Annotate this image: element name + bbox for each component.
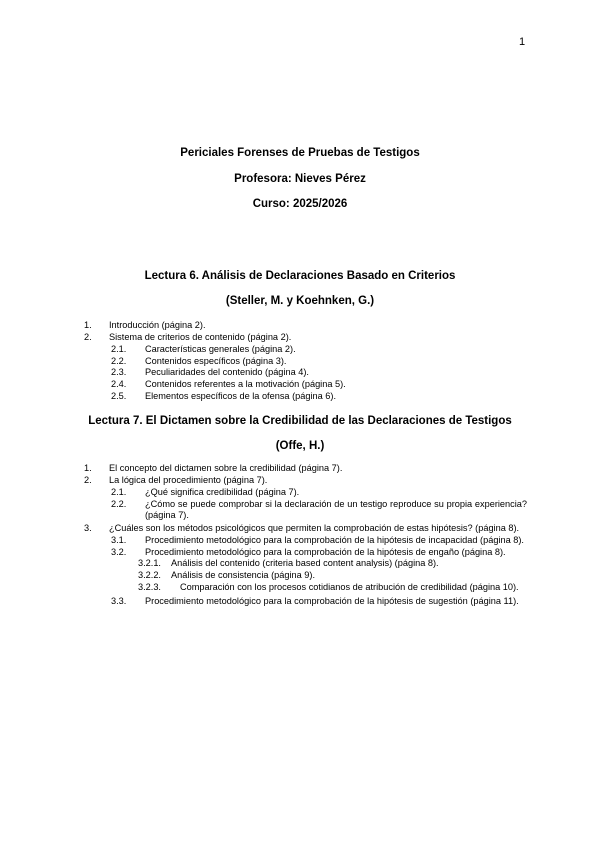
toc-text: Características generales (página 2). <box>145 344 296 354</box>
toc-text: Contenidos referentes a la motivación (página 5). <box>145 379 346 389</box>
toc-text: ¿Cómo se puede comprobar si la declaración de un testigo reproduce su propia experiencia? (página 7). <box>145 499 527 520</box>
toc-number: 2.2. <box>111 499 127 509</box>
course-title: Periciales Forenses de Pruebas de Testigos <box>180 147 420 159</box>
page-number: 1 <box>519 36 526 48</box>
toc-text: Peculiaridades del contenido (página 4). <box>145 367 309 377</box>
toc-item <box>111 499 531 523</box>
lecture7-title: Lectura 7. El Dictamen sobre la Credibilidad de las Declaraciones de Testigos <box>88 415 512 427</box>
lecture6-authors: (Steller, M. y Koehnken, G.) <box>225 295 375 307</box>
toc-text: Contenidos específicos (página 3). <box>145 356 287 366</box>
toc-number: 2. <box>84 475 92 485</box>
toc-text: Procedimiento metodológico para la comprobación de la hipótesis de incapacidad (página 8). <box>145 535 524 545</box>
toc-number: 3.3. <box>111 596 127 606</box>
lecture6-title: Lectura 6. Análisis de Declaraciones Basado en Criterios <box>144 270 456 282</box>
toc-number: 3.2.1. <box>138 558 161 568</box>
toc-text: El concepto del dictamen sobre la credibilidad (página 7). <box>109 463 343 473</box>
toc-number: 3.2. <box>111 547 127 557</box>
toc-number: 1. <box>84 320 92 330</box>
toc-text: Elementos específicos de la ofensa (página 6). <box>145 391 337 401</box>
toc-number: 3.2.3. <box>138 582 161 592</box>
toc-text: Sistema de criterios de contenido (página 2). <box>109 332 292 342</box>
toc-text: ¿Cuáles son los métodos psicológicos que permiten la comprobación de estas hipótesis? (página 8). <box>109 523 520 533</box>
toc-number: 2. <box>84 332 92 342</box>
lecture7-authors: (Offe, H.) <box>275 440 325 452</box>
toc-number: 1. <box>84 463 92 473</box>
toc-number: 2.2. <box>111 356 127 366</box>
toc-number: 2.5. <box>111 391 127 401</box>
toc-text: Procedimiento metodológico para la comprobación de la hipótesis de engaño (página 8). <box>145 547 506 557</box>
toc-text: Comparación con los procesos cotidianos de atribución de credibilidad (página 10). <box>180 582 519 592</box>
toc-number: 2.3. <box>111 367 127 377</box>
toc-number: 2.1. <box>111 344 127 354</box>
toc-number: 2.4. <box>111 379 127 389</box>
toc-text: La lógica del procedimiento (página 7). <box>109 475 268 485</box>
toc-text: Procedimiento metodológico para la comprobación de la hipótesis de sugestión (página 11). <box>145 596 519 606</box>
toc-text: ¿Qué significa credibilidad (página 7). <box>145 487 300 497</box>
toc-number: 3.1. <box>111 535 127 545</box>
toc-text: Análisis de consistencia (página 9). <box>171 570 316 580</box>
toc-text: Introducción (página 2). <box>109 320 206 330</box>
course-professor: Profesora: Nieves Pérez <box>234 173 366 185</box>
toc-text: Análisis del contenido (criteria based content analysis) (página 8). <box>171 558 439 568</box>
course-year: Curso: 2025/2026 <box>252 198 348 210</box>
toc-number: 3.2.2. <box>138 570 161 580</box>
toc-number: 3. <box>84 523 92 533</box>
toc-number: 2.1. <box>111 487 127 497</box>
